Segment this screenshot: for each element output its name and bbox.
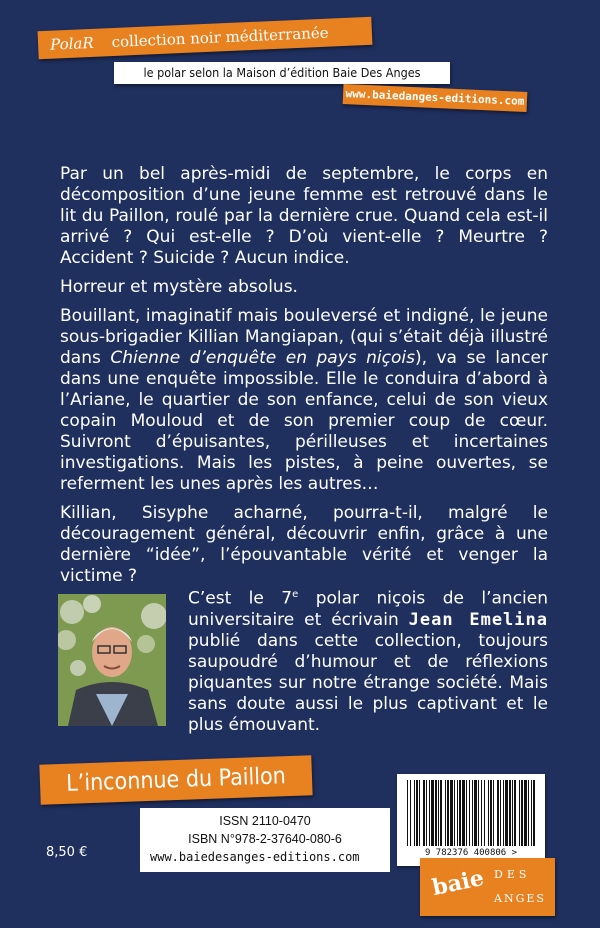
barcode-bar	[503, 780, 504, 846]
isbn-box	[140, 808, 390, 872]
blurb-paragraph-3	[60, 306, 548, 495]
barcode-bar	[410, 780, 411, 846]
barcode-bar	[472, 780, 473, 846]
isbn-number: ISBN N°978-2-37640-080-6	[188, 832, 342, 846]
barcode-bar	[528, 780, 529, 846]
blurb-paragraph-4: Killian, Sisyphe acharné, pourra-t-il, malgré le découragement général, découvrir enfin, grâce à une dernière “idée”, l’épouvantable vérité et venger la victime ?	[60, 503, 548, 586]
barcode-bar	[484, 780, 485, 846]
author-portrait-image	[58, 594, 166, 726]
logo-anges-text: ANGES	[494, 892, 546, 905]
barcode-bar	[512, 780, 513, 846]
blurb-paragraph-2: Horreur et mystère absolus.	[60, 277, 298, 297]
previous-book-title: Chienne d’enquête en pays niçois	[110, 348, 415, 368]
barcode-bar	[435, 780, 437, 846]
barcode-bar	[531, 780, 532, 846]
barcode-bar	[509, 780, 511, 846]
barcode-bar	[426, 780, 427, 846]
barcode-bar	[524, 780, 527, 846]
barcode-bar	[440, 780, 442, 846]
barcode-bar	[533, 780, 535, 846]
barcode-bars-icon	[397, 774, 545, 848]
barcode-bar	[462, 780, 465, 846]
barcode-bar	[450, 780, 453, 846]
publisher-logo	[420, 858, 555, 916]
barcode-bar	[457, 780, 458, 846]
barcode-bar	[474, 780, 477, 846]
barcode-bar	[497, 780, 499, 846]
author-photo	[58, 594, 166, 726]
barcode-bar	[521, 780, 523, 846]
barcode-bar	[431, 780, 434, 846]
barcode-bar	[500, 780, 501, 846]
barcode-bar	[447, 780, 449, 846]
barcode-bar	[519, 780, 520, 846]
collection-polar-label: PolaR	[49, 33, 95, 54]
barcode-bar	[490, 780, 492, 846]
barcode-bar	[419, 780, 420, 846]
blurb-text	[60, 164, 548, 595]
ordinal-superscript: e	[292, 589, 299, 600]
author-name: Jean Emelina	[408, 609, 548, 630]
barcode-bar	[438, 780, 439, 846]
book-title-banner: L’inconnue du Paillon	[39, 755, 312, 804]
collection-banner	[38, 17, 373, 60]
blurb-p3-end: ), va se lancer dans une enquête impossible. Elle le conduira d’abord à l’Ariane, le quartier de son enfance, celui de son vieux copain Mouloud et de son premier coup de cœur. Suivront d’épuisantes, périlleuses et incertaines investigations. Mais les pistes, à peine ouvertes, se referment les unes après les autres…	[60, 348, 548, 494]
barcode-bar	[493, 780, 494, 846]
tagline-banner: le polar selon la Maison d’édition Baie Des Anges	[114, 62, 450, 84]
barcode-bar	[407, 780, 408, 846]
author-bio-end: publié dans cette collection, toujours saupoudré d’humour et de réflexions piquantes sur notre étrange société. Mais sans doute aussi le plus captivant et le plus émouvant.	[188, 630, 548, 735]
barcode-bar	[469, 780, 470, 846]
barcode-bar	[481, 780, 482, 846]
barcode-bar	[478, 780, 479, 846]
barcode-bar	[414, 780, 415, 846]
author-bio-start: C’est le 7	[188, 588, 293, 609]
barcode-bar	[423, 780, 425, 846]
logo-des-text: DES	[494, 868, 531, 881]
barcode-bar	[466, 780, 467, 846]
barcode-bar	[416, 780, 418, 846]
barcode-bar	[429, 780, 430, 846]
blurb-p3-start: Bouillant, imaginatif mais bouleversé et indigné, le jeune sous-brigadier Killian Mangiapan, (qui s’était déjà illustré dans	[60, 306, 548, 368]
publisher-url[interactable]: www.baiedesanges-editions.com	[150, 850, 360, 864]
barcode-bar	[488, 780, 489, 846]
barcode-bar	[454, 780, 455, 846]
author-bio-middle: polar niçois de l’ancien universitaire et écrivain	[188, 588, 548, 630]
barcode	[397, 774, 545, 866]
collection-label: collection noir méditerranée	[111, 23, 329, 52]
barcode-number: 9 782376 400806 >	[424, 848, 518, 858]
barcode-bar	[445, 780, 446, 846]
price-label: 8,50 €	[46, 845, 88, 860]
barcode-bar	[505, 780, 508, 846]
website-banner[interactable]: www.baiedanges-editions.com	[343, 84, 528, 112]
blurb-paragraph-1: Par un bel après-midi de septembre, le corps en décomposition d’une jeune femme est retrouvé dans le lit du Paillon, roulé par la dernière crue. Quand cela est-il arrivé ? Qui est-elle ? D’où vient-elle ? Meurtre ? Accident ? Suicide ? Aucun indice.	[60, 164, 548, 268]
author-bio	[188, 584, 548, 736]
issn-number: ISSN 2110-0470	[219, 814, 311, 828]
logo-baie-text: baie	[429, 864, 487, 902]
barcode-bar	[459, 780, 461, 846]
barcode-bar	[514, 780, 516, 846]
